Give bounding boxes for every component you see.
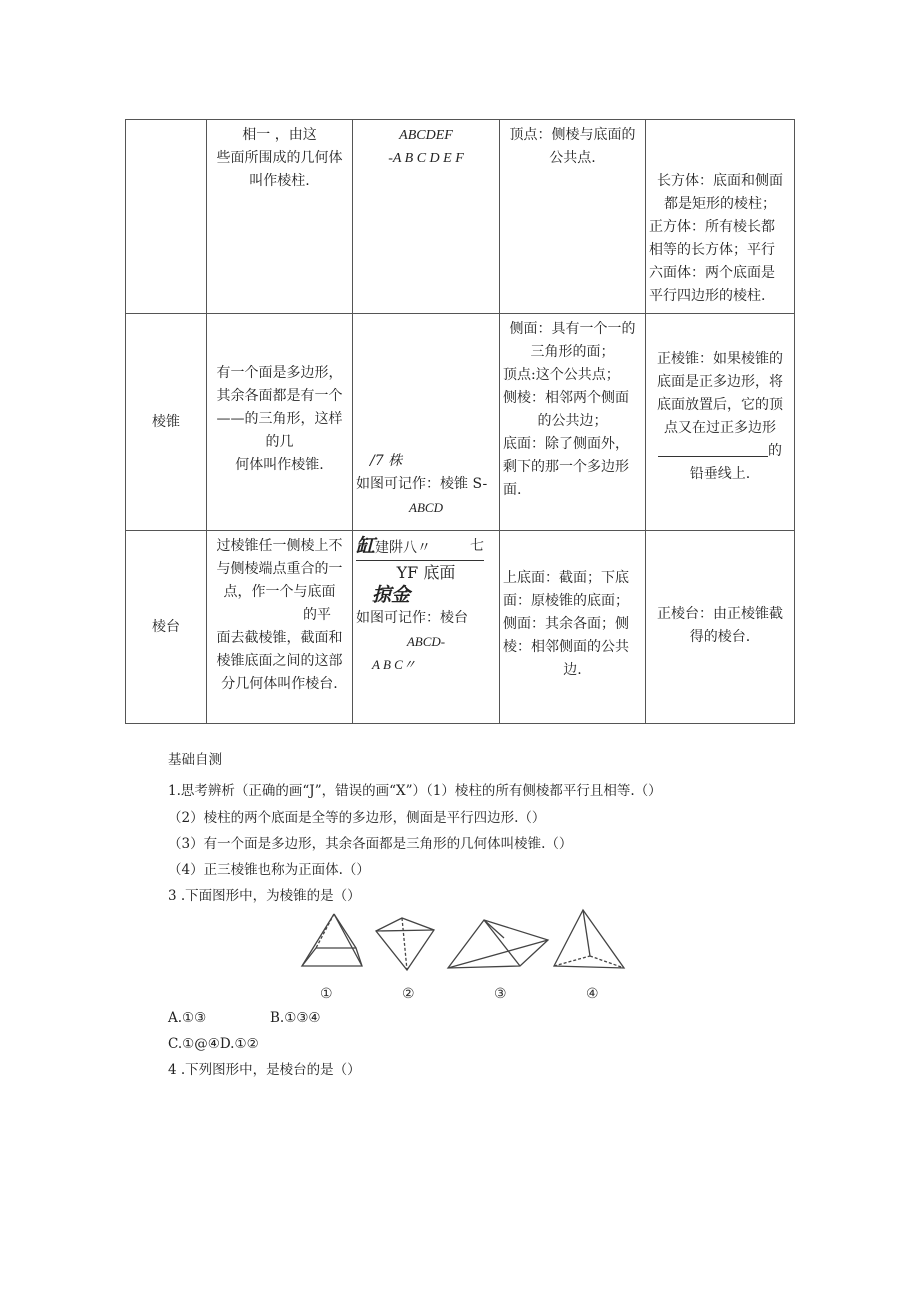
q3-option-a: A.①③ — [168, 1010, 207, 1026]
table-row-frustum — [126, 531, 795, 724]
q1-line2: （2）棱柱的两个底面是全等的多边形，侧面是平行四边形.（） — [168, 810, 546, 826]
q3-option-b: B.①③④ — [270, 1010, 321, 1026]
q1-line4: （4）正三棱锥也称为正面体.（） — [168, 862, 370, 878]
frustum-name: 棱台 — [126, 531, 207, 724]
figure-1 — [302, 914, 362, 966]
q3-stem: 3 .下面图形中，为棱锥的是（） — [168, 888, 361, 904]
prism-notation: ABCDEF -A B C D E F — [353, 120, 500, 314]
q1-line3: （3）有一个面是多边形，其余各面都是三角形的几何体叫棱锥.（） — [168, 836, 573, 852]
figure-3 — [448, 920, 548, 968]
frustum-parts: 上底面：截面；下底 面：原棱锥的底面； 侧面：其余各面；侧 棱：相邻侧面的公共 边. — [500, 531, 646, 724]
frustum-definition: 过棱锥任一侧棱上不 与侧棱端点重合的一 点，作一个与底面 的平 面去截棱锥，截面和 棱锥底面之间的这部 分几何体叫作棱台. — [207, 531, 353, 724]
figure-2 — [376, 918, 434, 970]
table-row-pyramid — [126, 314, 795, 531]
pyramid-figures — [298, 908, 628, 1000]
q4-stem: 4 .下列图形中，是棱台的是（） — [168, 1062, 361, 1078]
prism-name-cell — [126, 120, 207, 314]
prism-special: 长方体：底面和侧面 都是矩形的棱柱； 正方体：所有棱长都 相等的长方体；平行 六面体：两个底面是 平行四边形的棱柱. — [646, 120, 795, 314]
pyramid-name: 棱锥 — [126, 314, 207, 531]
fig-label-3: ③ — [494, 986, 507, 1000]
fig-label-2: ② — [402, 986, 415, 1000]
blank-line — [658, 442, 768, 457]
prism-parts: 顶点：侧棱与底面的 公共点. — [500, 120, 646, 314]
frustum-notation: 缸建阱八〃 七 YF 底面 掠金 如图可记作：棱台 ABCD- A B C〃 — [353, 531, 500, 724]
figure-4 — [554, 910, 624, 968]
table-row-prism — [126, 120, 795, 314]
section-title: 基础自测 — [168, 752, 222, 768]
fig-label-1: ① — [320, 986, 333, 1000]
pyramid-notation: /7 株 如图可记作：棱锥 S- ABCD — [353, 314, 500, 531]
fig-label-4: ④ — [586, 986, 599, 1000]
pyramid-definition: 有一个面是多边形， 其余各面都是有一个 ——的三角形，这样 的几 何体叫作棱锥. — [207, 314, 353, 531]
frustum-special: 正棱台：由正棱锥截 得的棱台. — [646, 531, 795, 724]
solids-table — [125, 119, 795, 724]
pyramid-parts: 侧面：具有一个一的 三角形的面； 顶点:这个公共点； 侧棱：相邻两个侧面 的公共边； 底面：除了侧面外， 剩下的那一个多边形 面. — [500, 314, 646, 531]
pyramid-special: 正棱锥：如果棱锥的 底面是正多边形，将 底面放置后，它的顶 点又在过正多边形 的 铅垂线上. — [646, 314, 795, 531]
q1-line1: 1.思考辨析（正确的画“J”，错误的画“X”）（1）棱柱的所有侧棱都平行且相等.（） — [168, 783, 662, 799]
prism-definition: 相一 ，由这 些面所围成的几何体 叫作棱柱. — [207, 120, 353, 314]
q3-option-cd: C.①@④D.①② — [168, 1036, 259, 1052]
